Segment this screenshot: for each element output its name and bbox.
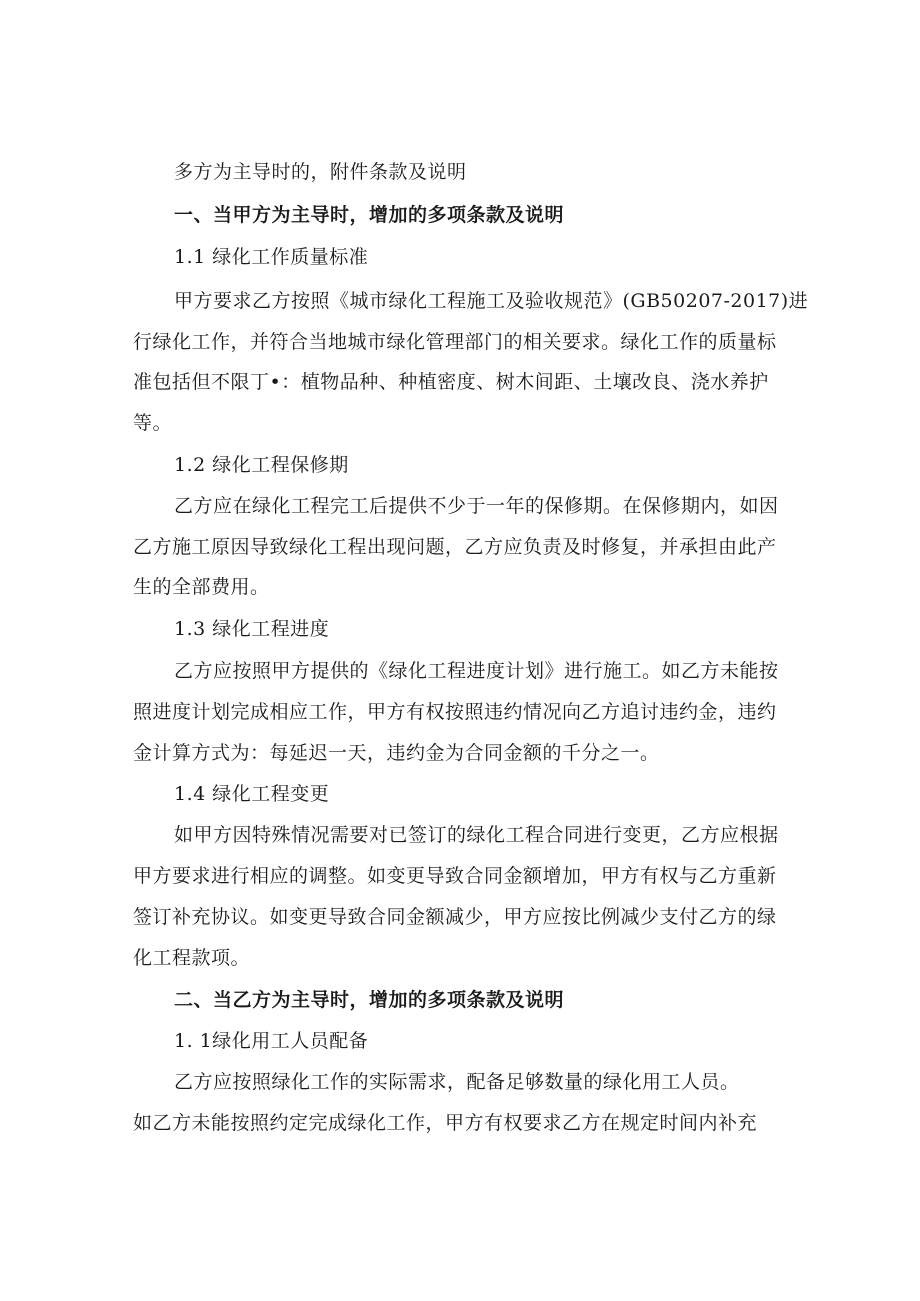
- clause-1-2-line: 生的全部费用。: [133, 576, 270, 598]
- clause-1-1-line: 甲方要求乙方按照《城市绿化工程施工及验收规范》(GB50207-2017)进: [174, 290, 809, 312]
- clause-1-1-title: 1.1 绿化工作质量标准: [174, 246, 369, 268]
- clause-1-3-line: 乙方应按照甲方提供的《绿化工程进度计划》进行施工。如乙方未能按: [174, 660, 779, 682]
- clause-1-4-line: 甲方要求进行相应的调整。如变更导致合同金额增加，甲方有权与乙方重新: [133, 865, 777, 887]
- clause-1-4-line: 如甲方因特殊情况需要对已签订的绿化工程合同进行变更，乙方应根据: [174, 824, 779, 846]
- clause-1-3-title: 1.3 绿化工程进度: [174, 618, 330, 640]
- clause-1-4-line: 签订补充协议。如变更导致合同金额减少，甲方应按比例减少支付乙方的绿: [133, 906, 777, 928]
- clause-1-1-line: 行绿化工作，并符合当地城市绿化管理部门的相关要求。绿化工作的质量标: [133, 331, 777, 353]
- clause-1-4-line: 化工程款项。: [133, 947, 251, 969]
- document-intro: 多方为主导时的，附件条款及说明: [174, 161, 467, 183]
- section-2-heading: 二、当乙方为主导时，增加的多项条款及说明: [174, 989, 565, 1011]
- clause-2-1-line: 如乙方未能按照约定完成绿化工作，甲方有权要求乙方在规定时间内补充: [133, 1112, 758, 1134]
- clause-2-1-line: 乙方应按照绿化工作的实际需求，配备足够数量的绿化用工人员。: [174, 1071, 740, 1093]
- clause-1-2-title: 1.2 绿化工程保修期: [174, 454, 349, 476]
- clause-1-2-line: 乙方应在绿化工程完工后提供不少于一年的保修期。在保修期内，如因: [174, 495, 779, 517]
- section-1-heading: 一、当甲方为主导时，增加的多项条款及说明: [174, 204, 565, 226]
- clause-1-1-line: 准包括但不限丁•：植物品种、种植密度、树木间距、土壤改良、浇水养护: [133, 371, 769, 393]
- clause-1-4-title: 1.4 绿化工程变更: [174, 783, 330, 805]
- clause-2-1-title: 1. 1绿化用工人员配备: [174, 1030, 369, 1052]
- clause-1-3-line: 照进度计划完成相应工作，甲方有权按照违约情况向乙方追讨违约金，违约: [133, 701, 777, 723]
- clause-1-2-line: 乙方施工原因导致绿化工程出现问题，乙方应负责及时修复，并承担由此产: [133, 536, 777, 558]
- clause-1-3-line: 金计算方式为：每延迟一天，违约金为合同金额的千分之一。: [133, 742, 660, 764]
- clause-1-1-line: 等。: [133, 412, 173, 434]
